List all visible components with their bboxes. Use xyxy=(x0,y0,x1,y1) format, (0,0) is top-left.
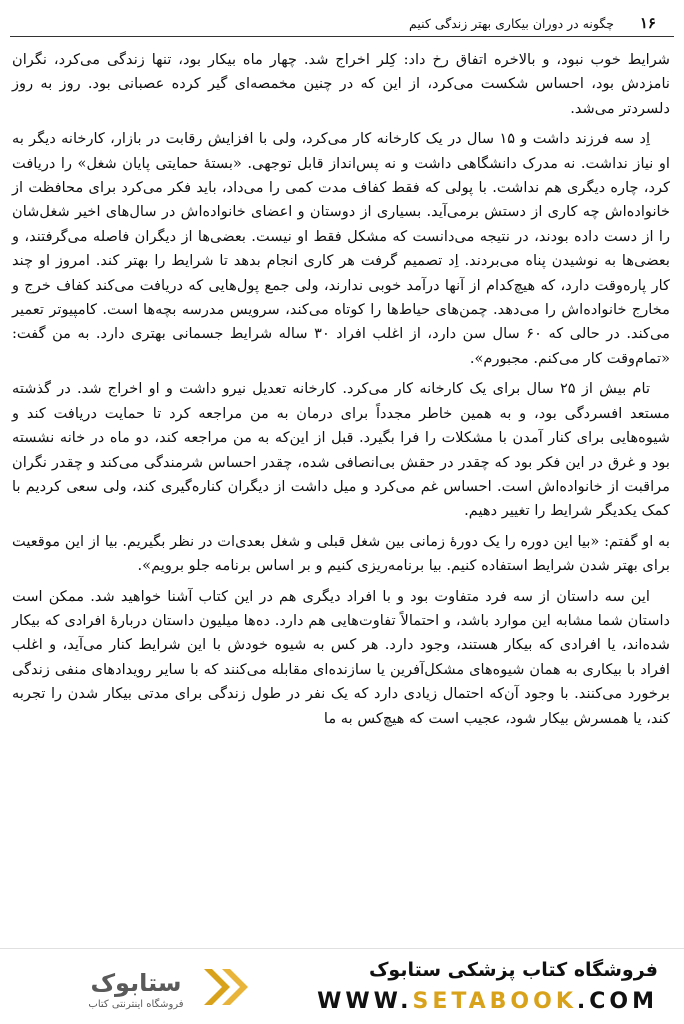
watermark-footer xyxy=(0,948,684,1024)
body-text xyxy=(12,48,670,737)
paragraph-3: تام بیش از ۲۵ سال برای یک کارخانه کار می‌کرد. کارخانه تعدیل نیرو داشت و او اخراج شد. در گذشته مستعد افسردگی بود، و به همین خاطر مجدداً برای درمان به من مراجعه کرد تا حمایت دریافت کند و شیوه‌هایی برای کنار آمدن با مشکلات را فرا بگیرد. قبل از این‌که به من مراجعه کند، دو ماه در خانه نشسته بود و غرق در این فکر بود که چقدر در حقش بی‌انصافی شده، چقدر احساس شرمندگی می‌کند و چقدر نگران مراقبت از خانواده‌اش است. احساس غم می‌کرد و میل داشت از دیگران کناره‌گیری کند، ولی سعی کردیم با کمک یکدیگر شرایط را تغییر دهیم. xyxy=(12,380,670,520)
url-brand: SETABOOK xyxy=(412,989,577,1014)
logo-wordmark: ستابوک xyxy=(90,969,182,997)
logo-subtext: فروشگاه اینترنتی کتاب xyxy=(88,999,184,1010)
paragraph-2: اِد سه فرزند داشت و ۱۵ سال در یک کارخانه کار می‌کرد، ولی با افزایش رقابت در بازار، کارخانه دیگر به او نیاز نداشت. نه مدرک دانشگاهی داشت و نه پس‌انداز قابل توجهی. «بستهٔ حمایتی پایان شغل» را دریافت کرد، چاره دیگری هم نداشت. با پولی که فقط کفاف مدت کمی را می‌داد، باید فکر می‌کرد برای محافظت از خانواده‌اش چه کاری از دستش برمی‌آید. بسیاری از دوستان و اعضای خانواده‌اش در سال‌های اخیر شغل‌شان را از دست داده بودند، در نتیجه می‌دانست که مشکل فقط او نیست. بعضی‌ها از دیگران فاصله می‌گرفتند، و بعضی‌ها به نوشیدن پناه می‌بردند. اِد تصمیم گرفت هر کاری انجام بدهد تا شرایط را بهتر کند. امروز او چند کار پاره‌وقت دارد، که هیچ‌کدام از آنها درآمد خوبی ندارند، ولی جمع پول‌هایی که دریافت می‌کند کفاف خرج و مخارج خانواده‌اش را می‌دهد. چمن‌های حیاط‌ها را کوتاه می‌کند، سرویس مدرسه بچه‌ها است. کامپیوتر تعمیر می‌کند. در حالی که ۶۰ سال سن دارد، از اغلب افراد ۳۰ ساله شرایط جسمانی بهتری دارد. به من گفت: «تمام‌وقت کار می‌کنم. مجبورم». xyxy=(12,130,670,367)
page-number: ۱۶ xyxy=(639,14,656,32)
shop-name: فروشگاه کتاب پزشکی ستابوک xyxy=(368,959,658,981)
paragraph-1: شرایط خوب نبود، و بالاخره اتفاق رخ داد: کِلر اخراج شد. چهار ماه بیکار بود، تنها زندگی می‌کرد، نگران نامزدش بود، احساس شکست می‌کرد، از این که در چنین مخمصه‌ای گیر کرده عصبانی بود. روز به روز دلسردتر می‌شد. xyxy=(12,51,670,117)
chevron-logo-icon xyxy=(204,969,248,1005)
shop-url[interactable] xyxy=(317,989,658,1014)
paragraph-4: به او گفتم: «بیا این دوره را یک دورهٔ زمانی بین شغل قبلی و شغل بعدی‌ات در نظر بگیریم. بیا از این موقعیت برای بهتر شدن شرایط استفاده کنیم. بیا برنامه‌ریزی کنیم و بر اساس برنامه جلو برویم». xyxy=(12,532,670,575)
url-prefix: WWW. xyxy=(317,989,413,1014)
page-fade-overlay xyxy=(0,870,684,956)
header-divider xyxy=(10,36,674,37)
url-suffix: .COM xyxy=(576,989,658,1014)
paragraph-5: این سه داستان از سه فرد متفاوت بود و با افراد دیگری هم در این کتاب آشنا خواهید شد. ممکن است داستان شما مشابه این موارد باشد، و احتمالاً تفاوت‌هایی هم دارد. ده‌ها میلیون داستان دربارهٔ افرادی که بیکار شده‌اند، یا افرادی که بیکار هستند، وجود دارد. هر کس به شیوه خودش با این شرایط کنار می‌آید، و اغلب افراد با بیکاری به همان شیوه‌های مشکل‌آفرین یا سازنده‌ای مقابله می‌کنند که با سایر رویدادهای منفی زندگی برخورد می‌کنند. با وجود آن‌که احتمال زیادی دارد که یک نفر در طول زندگی برای مدتی بیکار شدن را تجربه کند، یا همسرش بیکار شود، عجیب است که هیچ‌کس به ما xyxy=(12,587,670,727)
running-title: چگونه در دوران بیکاری بهتر زندگی کنیم xyxy=(409,16,614,31)
setabook-logo[interactable] xyxy=(16,963,266,1011)
page-header xyxy=(0,8,684,38)
